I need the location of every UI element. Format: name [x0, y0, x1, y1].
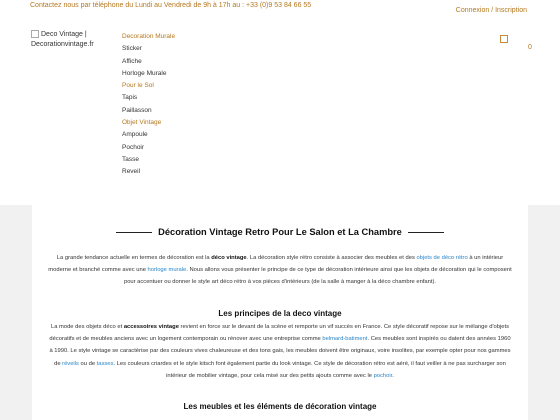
menu-item-pour-le-sol[interactable]: Pour le Sol [122, 82, 154, 90]
menu-item-reveil[interactable]: Reveil [122, 168, 141, 176]
bold-text: accessoires vintage [123, 324, 179, 330]
link-pochoir[interactable]: pochoir [373, 372, 393, 379]
link-belmard-batiment[interactable]: belmard-batiment [322, 336, 368, 343]
menu-item-decoration-murale[interactable]: Decoration Murale [122, 33, 176, 40]
title-rule-left [116, 232, 152, 233]
menu-item-sticker[interactable]: Sticker [122, 45, 142, 53]
text: à un intérieur moderne et branché comme avec une [48, 255, 504, 274]
link-objets-deco-retro[interactable]: objets de déco rétro [416, 255, 468, 261]
text: . Ces meubles sont inspirés ou datent des années 1960 à 1990. Le style vintage se caractérise par des couleurs vives chaleureuse et des tons gais, les meubles doivent être originaux, voire insolites, par exemple opter pour nos gammes de [49, 336, 511, 367]
article-content [32, 205, 528, 420]
text: . La décoration style rétro consiste à associer des meubles et des [246, 255, 417, 261]
site-logo[interactable] [31, 30, 117, 50]
section-heading-meubles: Les meubles et les éléments de décoration vintage [183, 402, 377, 411]
login-register-link[interactable]: Connexion / Inscription [455, 7, 527, 14]
menu-item-pochoir[interactable]: Pochoir [122, 143, 145, 151]
text: ou de [78, 360, 97, 367]
text: La grande tendance actuelle en termes de décoration est la [56, 255, 212, 261]
title-rule-right [408, 232, 444, 233]
text: . Nous allons vous présenter le principe de ce type de décoration intérieure ainsi que les objets de décoration qui le composent pour accentuer ou donner le style art déco rétro à vos pièces d'intérieurs (de la salle à manger à la déco chambre enfant). [123, 267, 512, 286]
menu-item-paillasson[interactable]: Paillasson [122, 106, 152, 114]
intro-paragraph [48, 252, 512, 289]
text: . Les couleurs criardes et le style kitsch font également partie du look vintage. Ce style de décoration rétro est aéré, il faut veiller à ne pas surcharger son intérieur de mobilier vintage, pour cela misé sur des petits ajouts comme avec le [113, 360, 506, 379]
article-title-row [32, 227, 528, 237]
link-tasses[interactable]: tasses [96, 360, 114, 367]
article-title: Décoration Vintage Retro Pour Le Salon et La Chambre [158, 227, 402, 237]
text: revient en force sur le devant de la scène et remporte un vif succès en France. Ce style décoratif repose sur le mélange d'objets décoratifs et de meubles anciens avec un logement contemporain ou rénover avec une entreprise comme [49, 324, 510, 343]
menu-item-objet-vintage[interactable]: Objet Vintage [122, 119, 162, 127]
principles-paragraph [48, 321, 512, 382]
link-reveils[interactable]: réveils [62, 360, 79, 367]
cart-count: 0 [528, 44, 532, 51]
section-heading-principes: Les principes de la deco vintage [218, 309, 342, 318]
menu-item-tasse[interactable]: Tasse [122, 155, 139, 163]
text: La mode des objets déco et [50, 324, 124, 330]
cart-icon[interactable] [500, 35, 508, 43]
bold-text: déco vintage [211, 255, 247, 261]
link-horloge-murale[interactable]: horloge murale [147, 267, 187, 274]
text: . [392, 372, 394, 379]
menu-item-tapis[interactable]: Tapis [122, 94, 138, 102]
contact-phone-text: Contactez nous par téléphone du Lundi au Vendredi de 9h à 17h au : +33 (0)9 53 84 66 55 [30, 2, 312, 9]
menu-item-affiche[interactable]: Affiche [122, 57, 142, 65]
menu-item-horloge-murale[interactable]: Horloge Murale [122, 69, 167, 77]
broken-image-icon [31, 30, 39, 38]
logo-alt-text: Deco Vintage | Decorationvintage.fr [31, 31, 94, 48]
menu-item-ampoule[interactable]: Ampoule [122, 131, 148, 139]
top-bar [0, 0, 560, 14]
main-menu [122, 31, 212, 179]
